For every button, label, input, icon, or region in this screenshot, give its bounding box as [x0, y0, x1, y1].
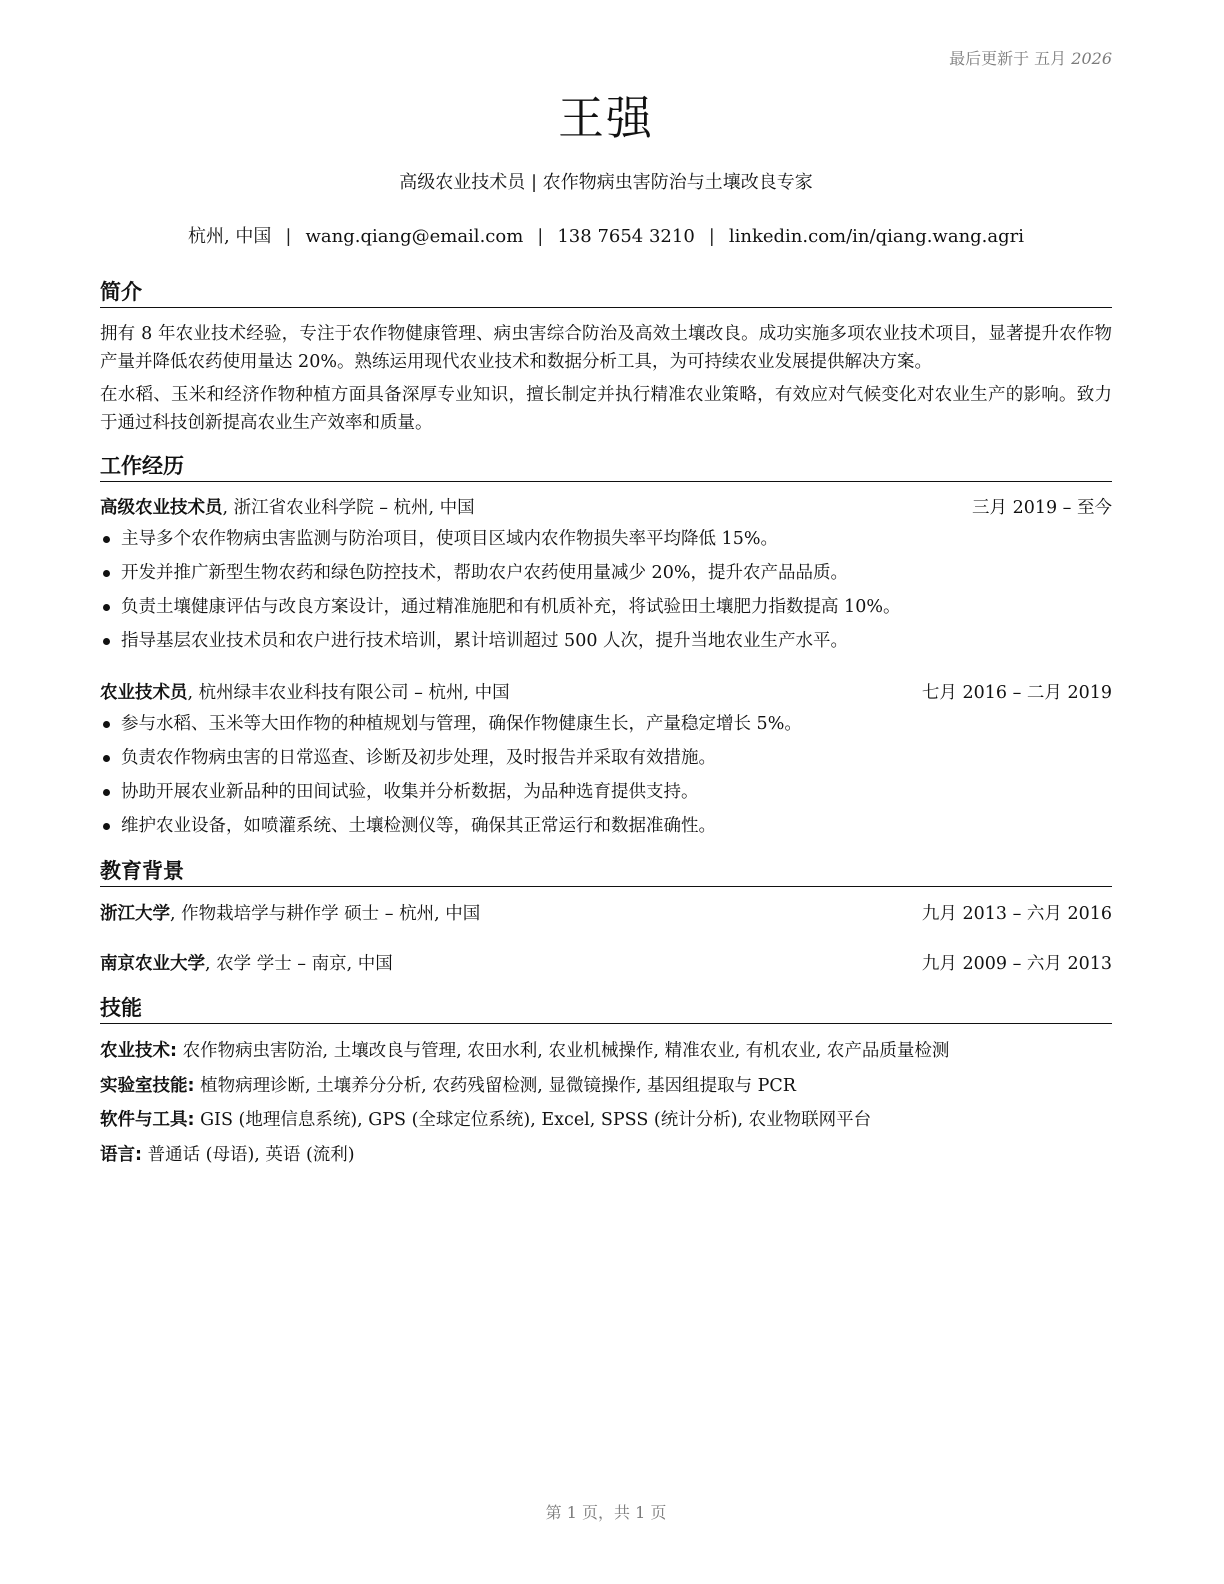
job-bullet: 指导基层农业技术员和农户进行技术培训，累计培训超过 500 人次，提升当地农业生产水平。	[100, 624, 1112, 658]
skill-label: 语言:	[100, 1145, 142, 1165]
job-header	[100, 494, 1112, 522]
summary-paragraph-1: 拥有 8 年农业技术经验，专注于农作物健康管理、病虫害综合防治及高效土壤改良。成功实施多项农业技术项目，显著提升农作物产量并降低农药使用量达 20%。熟练运用现代农业技术和数据分析工具，为可持续农业发展提供解决方案。	[100, 324, 1112, 372]
contact-separator: |	[708, 226, 715, 247]
job-role: 高级农业技术员	[100, 498, 223, 518]
job-bullet: 开发并推广新型生物农药和绿色防控技术，帮助农户农药使用量减少 20%，提升农产品品质。	[100, 556, 1112, 590]
job-organization: , 杭州绿丰农业科技有限公司 – 杭州, 中国	[187, 683, 510, 703]
job-organization: , 浙江省农业科学院 – 杭州, 中国	[222, 498, 475, 518]
candidate-name: 王强	[558, 91, 654, 145]
job-role: 农业技术员	[100, 683, 188, 703]
skill-label: 软件与工具:	[100, 1110, 195, 1130]
contact-line	[100, 224, 1112, 250]
contact-email[interactable]: wang.qiang@email.com	[305, 226, 524, 247]
skill-value: 植物病理诊断, 土壤养分分析, 农药残留检测, 显微镜操作, 基因组提取与 PCR	[194, 1076, 796, 1096]
job-bullet: 负责土壤健康评估与改良方案设计，通过精准施肥和有机质补充，将试验田土壤肥力指数提高 10%。	[100, 590, 1112, 624]
education-dates: 九月 2009 – 六月 2013	[921, 954, 1112, 974]
skill-value: GIS (地理信息系统), GPS (全球定位系统), Excel, SPSS (统计分析), 农业物联网平台	[194, 1110, 872, 1130]
page-number: 第 1 页，共 1 页	[545, 1503, 667, 1522]
skill-label: 农业技术:	[100, 1041, 177, 1061]
job-bullets	[100, 707, 1112, 843]
skill-line	[100, 1106, 1112, 1134]
last-updated	[949, 46, 1112, 69]
skill-label: 实验室技能:	[100, 1076, 195, 1096]
education-detail: , 农学 学士 – 南京, 中国	[205, 954, 393, 974]
skill-line	[100, 1141, 1112, 1169]
job-bullet: 主导多个农作物病虫害监测与防治项目，使项目区域内农作物损失率平均降低 15%。	[100, 522, 1112, 556]
education-school: 浙江大学	[100, 904, 170, 924]
job-dates: 七月 2016 – 二月 2019	[921, 683, 1112, 703]
contact-separator: |	[285, 226, 292, 247]
skill-value: 普通话 (母语), 英语 (流利)	[142, 1145, 355, 1165]
last-updated-label: 最后更新于 五月	[949, 49, 1067, 68]
education-dates: 九月 2013 – 六月 2016	[921, 904, 1112, 924]
job-bullet: 协助开展农业新品种的田间试验，收集并分析数据，为品种选育提供支持。	[100, 775, 1112, 809]
contact-phone: 138 7654 3210	[557, 226, 695, 247]
job-bullet: 维护农业设备，如喷灌系统、土壤检测仪等，确保其正常运行和数据准确性。	[100, 809, 1112, 843]
job-bullet: 负责农作物病虫害的日常巡查、诊断及初步处理，及时报告并采取有效措施。	[100, 741, 1112, 775]
education-entry	[100, 950, 1112, 978]
education-school: 南京农业大学	[100, 954, 205, 974]
contact-location: 杭州, 中国	[187, 226, 272, 247]
summary-paragraph-2: 在水稻、玉米和经济作物种植方面具备深厚专业知识，擅长制定并执行精准农业策略，有效应对气候变化对农业生产的影响。致力于通过科技创新提高农业生产效率和质量。	[100, 385, 1112, 433]
candidate-headline: 高级农业技术员 | 农作物病虫害防治与土壤改良专家	[399, 172, 813, 193]
experience-section-title: 工作经历	[100, 451, 1112, 482]
skill-line	[100, 1072, 1112, 1100]
contact-linkedin[interactable]: linkedin.com/in/qiang.wang.agri	[728, 226, 1025, 247]
education-entry	[100, 900, 1112, 928]
skill-value: 农作物病虫害防治, 土壤改良与管理, 农田水利, 农业机械操作, 精准农业, 有机农业, 农产品质量检测	[177, 1041, 950, 1061]
summary-section-title: 简介	[100, 277, 1112, 308]
job-bullets	[100, 522, 1112, 658]
job-header	[100, 679, 1112, 707]
resume-page	[100, 0, 1112, 1584]
skills-section-title: 技能	[100, 993, 1112, 1024]
education-detail: , 作物栽培学与耕作学 硕士 – 杭州, 中国	[170, 904, 481, 924]
job-bullet: 参与水稻、玉米等大田作物的种植规划与管理，确保作物健康生长，产量稳定增长 5%。	[100, 707, 1112, 741]
job-dates: 三月 2019 – 至今	[972, 498, 1112, 518]
skill-line	[100, 1037, 1112, 1065]
education-section-title: 教育背景	[100, 856, 1112, 887]
contact-separator: |	[537, 226, 544, 247]
last-updated-year: 2026	[1071, 49, 1112, 68]
